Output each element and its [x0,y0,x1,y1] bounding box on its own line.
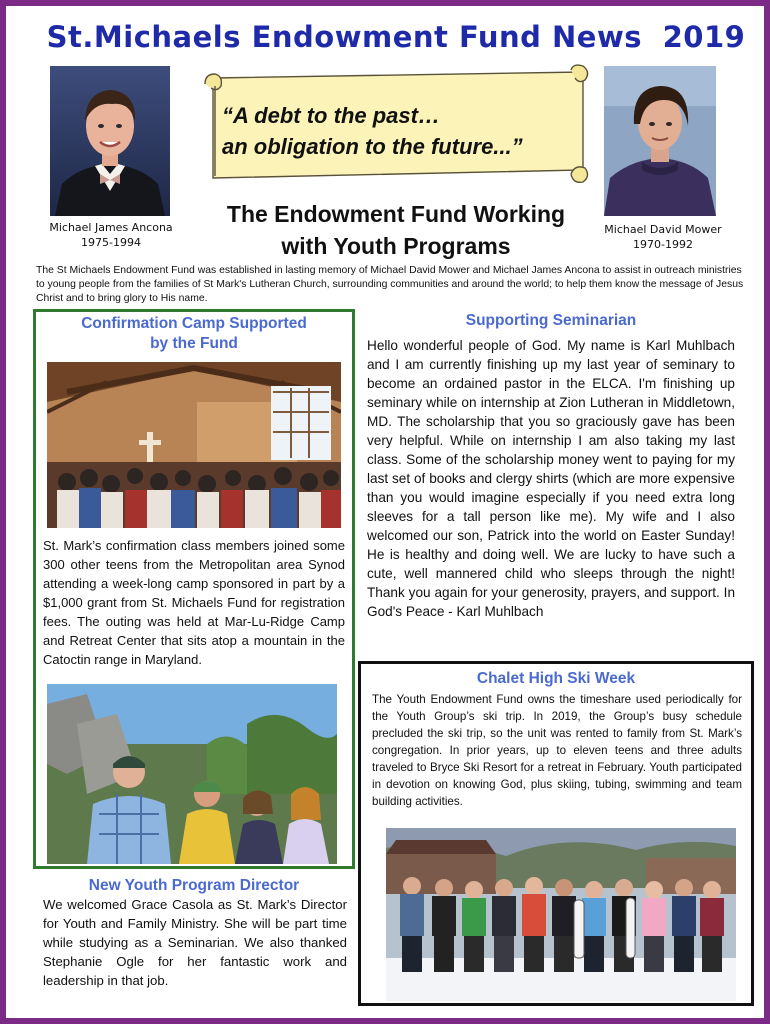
confirmation-heading-line-2: by the Fund [150,335,238,352]
caption-ancona [34,220,188,250]
title-text: St.Michaels Endowment Fund News [46,20,643,54]
intro-paragraph: The St Michaels Endowment Fund was established in lasting memory of Michael David Mower and Michael James Ancona to assist in outreach ministries to young people from the families of St Mark's Lutheran Church, surrounding communities and around the world; to help them know the message of Jesus Christ and to bring glory to His name. [36,265,744,304]
confirmation-heading-line-1: Confirmation Camp Supported [81,315,307,332]
caption-mower-name: Michael David Mower [604,223,722,236]
caption-mower-years: 1970-1992 [633,238,693,251]
caption-mower [590,222,736,252]
youth-outdoor-photo [47,684,337,864]
director-body: We welcomed Grace Casola as St. Mark’s Director for Youth and Family Ministry. She will be part time while studying as a Seminarian. We also thanked Stephanie Ogle for her fantastic work and leadership in that job. [43,897,347,988]
quote-line-2: an obligation to the future...” [222,134,523,159]
ski-heading: Chalet High Ski Week [476,670,636,687]
portrait-michael-mower [604,66,716,216]
portrait-michael-ancona [50,66,170,216]
newsletter-title [46,20,746,54]
headline-line-1: The Endowment Fund Working [226,201,566,227]
seminarian-heading: Supporting Seminarian [465,312,637,329]
ski-body: The Youth Endowment Fund owns the timeshare used periodically for the Youth Group’s ski trip. In 2019, the Group’s busy schedule precluded the ski trip, so the unit was rented to family from St. Mark’s congregation. In prior years, up to eleven teens and three adults traveled to Bryce Ski Resort for a retreat in February. Youth participated in devotion on knowing God, plus skiing, tubing, swimming and team building activities. [372,693,742,808]
quote-line-1: “A debt to the past… [222,103,440,128]
caption-ancona-years: 1975-1994 [81,236,141,249]
headline-line-2: with Youth Programs [281,233,511,259]
ski-group-photo [386,828,736,1001]
director-heading: New Youth Program Director [88,877,300,894]
confirmation-body: St. Mark’s confirmation class members joined some 300 other teens from the Metropolitan area Synod attending a week-long camp sponsored in part by a $1,000 grant from St. Michaels Fund for registration fees. The outing was held at Mar-Lu-Ridge Camp and Retreat Center that sits atop a mountain in the Catoctin range in Maryland. [43,538,345,667]
title-year: 2019 [662,20,746,54]
quote-text [222,100,582,162]
headline [196,198,596,262]
confirmation-heading [46,314,342,354]
caption-ancona-name: Michael James Ancona [49,221,173,234]
chapel-photo [47,362,341,528]
seminarian-body: Hello wonderful people of God. My name is Karl Muhlbach and I am currently finishing up my last year of seminary to become an ordained pastor in the ELCA. I'm finishing up seminary while on internship at Zion Lutheran in Middletown, MD. The scholarship that you so graciously gave has been very helpful. While on internship I am also taking my last class. Some of the scholarship money went to paying for my last set of books and clergy shirts (which are more expensive than you would imagine especially if you need extra long sleeves for a tall person like me). My wife and I also welcomed our son, Patrick into the world on Easter Sunday! He is healthy and doing well. We are lucky to have such a cute, well mannered child who sleeps through the night! Thank you again for your generosity, prayers, and support. In God's Peace - Karl Muhlbach [367,338,735,619]
